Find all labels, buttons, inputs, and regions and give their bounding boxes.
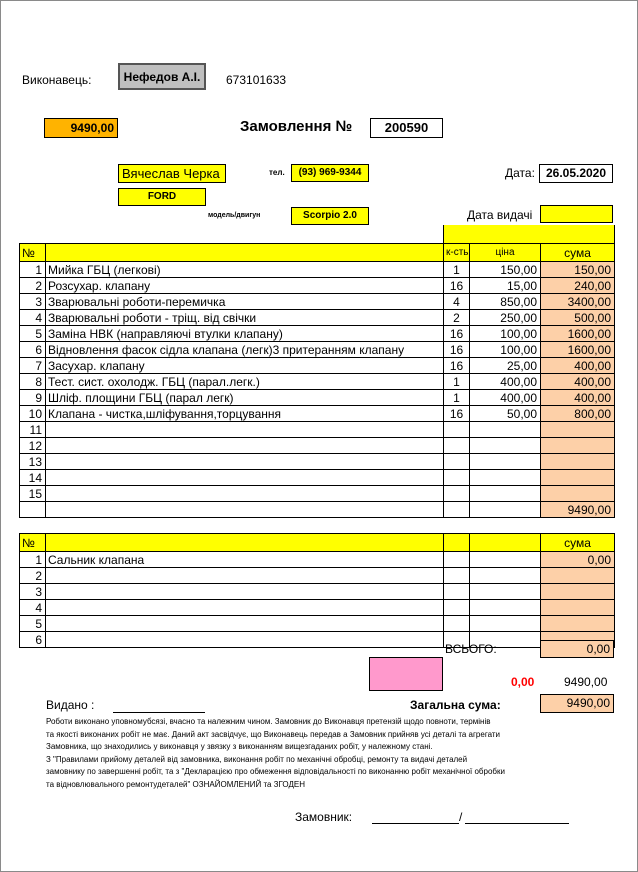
row-sum: 240,00	[541, 278, 615, 294]
row-qty	[444, 600, 470, 616]
row-number: 6	[20, 632, 46, 648]
table-row	[20, 278, 615, 294]
parts-header-row	[20, 534, 615, 552]
signature-separator: /	[459, 810, 463, 824]
order-number: 200590	[370, 118, 443, 138]
terms-notes	[46, 716, 606, 791]
parts-table	[19, 533, 615, 648]
col-no: №	[20, 244, 46, 262]
row-sum	[541, 422, 615, 438]
row-sum: 400,00	[541, 358, 615, 374]
table-row	[20, 470, 615, 486]
row-name: Тест. сист. охолодж. ГБЦ (парал.легк.)	[46, 374, 444, 390]
table-row	[20, 616, 615, 632]
works-value: 9490,00	[564, 675, 608, 689]
row-sum	[541, 616, 615, 632]
parts-col-name	[46, 534, 444, 552]
grand-total: 9490,00	[540, 694, 614, 713]
total-row	[20, 502, 615, 518]
row-sum: 150,00	[541, 262, 615, 278]
row-price: 400,00	[470, 374, 541, 390]
model-label: модель/двигун	[208, 212, 261, 219]
row-sum	[541, 470, 615, 486]
empty-cell	[46, 502, 444, 518]
row-sum: 3400,00	[541, 294, 615, 310]
row-qty: 2	[444, 310, 470, 326]
row-number: 11	[20, 422, 46, 438]
row-name	[46, 470, 444, 486]
car-make: FORD	[118, 188, 206, 206]
row-qty	[444, 438, 470, 454]
row-name	[46, 568, 444, 584]
row-sum: 1600,00	[541, 342, 615, 358]
row-name	[46, 632, 444, 648]
row-number: 3	[20, 584, 46, 600]
table-row	[20, 390, 615, 406]
row-sum: 1600,00	[541, 326, 615, 342]
row-price: 100,00	[470, 342, 541, 358]
table-row	[20, 632, 615, 648]
row-sum: 400,00	[541, 390, 615, 406]
table-row	[20, 294, 615, 310]
row-price	[470, 422, 541, 438]
row-name	[46, 438, 444, 454]
contractor-id: 673101633	[226, 73, 287, 87]
table-row	[20, 374, 615, 390]
row-name	[46, 454, 444, 470]
note-line: Замовника, що знаходились у виконавця у звязку з виконанням вищезгаданих робіт, у належному стані.	[46, 742, 433, 751]
row-qty	[444, 486, 470, 502]
row-name: Розсухар. клапану	[46, 278, 444, 294]
empty-cell	[444, 502, 470, 518]
table-row	[20, 406, 615, 422]
red-value: 0,00	[511, 675, 535, 689]
row-price: 400,00	[470, 390, 541, 406]
row-sum	[541, 584, 615, 600]
works-header-row	[20, 244, 615, 262]
row-number: 15	[20, 486, 46, 502]
row-sum: 400,00	[541, 374, 615, 390]
table-row	[20, 552, 615, 568]
date-label: Дата:	[505, 166, 535, 180]
row-price: 15,00	[470, 278, 541, 294]
row-qty: 16	[444, 278, 470, 294]
row-qty: 4	[444, 294, 470, 310]
row-price: 50,00	[470, 406, 541, 422]
col-name	[46, 244, 444, 262]
row-sum: 800,00	[541, 406, 615, 422]
row-number: 9	[20, 390, 46, 406]
grand-total-label: Загальна сума:	[410, 698, 501, 712]
row-name: Мийка ГБЦ (легкові)	[46, 262, 444, 278]
row-name	[46, 600, 444, 616]
row-qty: 16	[444, 326, 470, 342]
contractor-name: Нефедов А.І.	[118, 63, 206, 90]
row-number: 2	[20, 278, 46, 294]
row-name: Заміна НВК (направляючі втулки клапану)	[46, 326, 444, 342]
row-sum	[541, 438, 615, 454]
row-name: Засухар. клапану	[46, 358, 444, 374]
table-row	[20, 310, 615, 326]
row-price: 250,00	[470, 310, 541, 326]
row-price	[470, 470, 541, 486]
row-number: 4	[20, 600, 46, 616]
client-name: Вячеслав Черка	[118, 164, 226, 183]
row-qty: 1	[444, 262, 470, 278]
row-qty	[444, 568, 470, 584]
signature-line-left[interactable]	[372, 823, 459, 824]
contractor-label: Виконавець:	[22, 73, 92, 87]
row-qty: 16	[444, 342, 470, 358]
table-row	[20, 422, 615, 438]
row-number: 14	[20, 470, 46, 486]
row-price	[470, 568, 541, 584]
row-name	[46, 584, 444, 600]
row-name: Клапана - чистка,шліфування,торцування	[46, 406, 444, 422]
row-price	[470, 486, 541, 502]
issue-date-field[interactable]	[540, 205, 613, 223]
row-name: Шліф. площини ГБЦ (парал легк)	[46, 390, 444, 406]
row-number: 4	[20, 310, 46, 326]
row-sum: 0,00	[541, 552, 615, 568]
row-qty	[444, 470, 470, 486]
row-price: 100,00	[470, 326, 541, 342]
table-row	[20, 600, 615, 616]
phone-label: тел.	[269, 168, 285, 177]
parts-total: 0,00	[540, 640, 614, 658]
row-price	[470, 552, 541, 568]
row-sum: 500,00	[541, 310, 615, 326]
row-number: 13	[20, 454, 46, 470]
col-sum: сума	[541, 244, 615, 262]
row-sum	[541, 600, 615, 616]
table-row	[20, 438, 615, 454]
order-date: 26.05.2020	[539, 164, 613, 183]
customer-label: Замовник:	[295, 810, 353, 824]
table-row	[20, 486, 615, 502]
parts-total-label: ВСЬОГО:	[445, 642, 497, 656]
client-phone: (93) 969-9344	[291, 164, 369, 182]
empty-cell	[470, 502, 541, 518]
row-price	[470, 454, 541, 470]
row-name: Сальник клапана	[46, 552, 444, 568]
table-row	[20, 358, 615, 374]
note-line: З "Правилами прийому деталей від замовника, виконання робіт по механічні обробці, ремонту та видачі деталей	[46, 754, 468, 764]
row-name: Зварювальні роботи - тріщ. від свічки	[46, 310, 444, 326]
row-number: 6	[20, 342, 46, 358]
row-number: 5	[20, 616, 46, 632]
row-name	[46, 616, 444, 632]
signature-line-right[interactable]	[465, 823, 569, 824]
parts-col-sum: сума	[541, 534, 615, 552]
table-row	[20, 342, 615, 358]
empty-cell	[20, 502, 46, 518]
issue-date-label: Дата видачі	[467, 208, 533, 222]
row-qty	[444, 422, 470, 438]
row-name: Зварювальні роботи-перемичка	[46, 294, 444, 310]
order-label: Замовлення №	[240, 118, 353, 135]
row-name: Відновлення фасок сідла клапана (легк)3 притеранням клапану	[46, 342, 444, 358]
note-line: замовнику по завершенні робіт, та з "Декларацією про обмеження відповідальності по виконанню робіт механічної обробки	[46, 767, 505, 776]
row-number: 1	[20, 552, 46, 568]
row-qty	[444, 552, 470, 568]
row-sum	[541, 454, 615, 470]
row-price	[470, 584, 541, 600]
row-price: 25,00	[470, 358, 541, 374]
row-price	[470, 600, 541, 616]
row-number: 8	[20, 374, 46, 390]
row-number: 2	[20, 568, 46, 584]
row-number: 3	[20, 294, 46, 310]
row-price	[470, 616, 541, 632]
row-sum	[541, 486, 615, 502]
row-price: 850,00	[470, 294, 541, 310]
works-total: 9490,00	[541, 502, 615, 518]
car-model: Scorpio 2.0	[291, 207, 369, 225]
header-strip	[443, 225, 615, 243]
row-qty: 16	[444, 358, 470, 374]
row-number: 12	[20, 438, 46, 454]
row-number: 10	[20, 406, 46, 422]
row-qty	[444, 454, 470, 470]
row-number: 1	[20, 262, 46, 278]
pink-field	[369, 657, 443, 691]
row-number: 5	[20, 326, 46, 342]
row-number: 7	[20, 358, 46, 374]
table-row	[20, 262, 615, 278]
note-line: та відновлювального ремонтудеталей" ОЗНАЙОМЛЕНИЙ та ЗГОДЕН	[46, 779, 305, 789]
row-qty: 1	[444, 374, 470, 390]
issued-label: Видано :	[46, 698, 95, 712]
parts-col-price	[470, 534, 541, 552]
row-name	[46, 422, 444, 438]
row-qty: 16	[444, 406, 470, 422]
row-qty	[444, 616, 470, 632]
row-qty: 1	[444, 390, 470, 406]
note-line: та якості виконаних робіт не має. Даний акт засвідчує, що Виконавець передав а Замовник прийняв усі деталі та агрегати	[46, 729, 500, 739]
table-row	[20, 454, 615, 470]
parts-col-no: №	[20, 534, 46, 552]
row-name	[46, 486, 444, 502]
table-row	[20, 326, 615, 342]
parts-col-qty	[444, 534, 470, 552]
row-qty	[444, 584, 470, 600]
row-sum	[541, 568, 615, 584]
row-price: 150,00	[470, 262, 541, 278]
note-line: Роботи виконано уповномубсязі, вчасно та належним чином. Замовник до Виконавця претензій щодо повноти, термінів	[46, 717, 491, 726]
col-qty: к-сть	[444, 244, 470, 262]
table-row	[20, 584, 615, 600]
issued-line[interactable]	[113, 712, 205, 713]
works-table	[19, 243, 615, 518]
table-row	[20, 568, 615, 584]
total-badge: 9490,00	[44, 118, 118, 138]
col-price: ціна	[470, 244, 541, 262]
row-price	[470, 438, 541, 454]
